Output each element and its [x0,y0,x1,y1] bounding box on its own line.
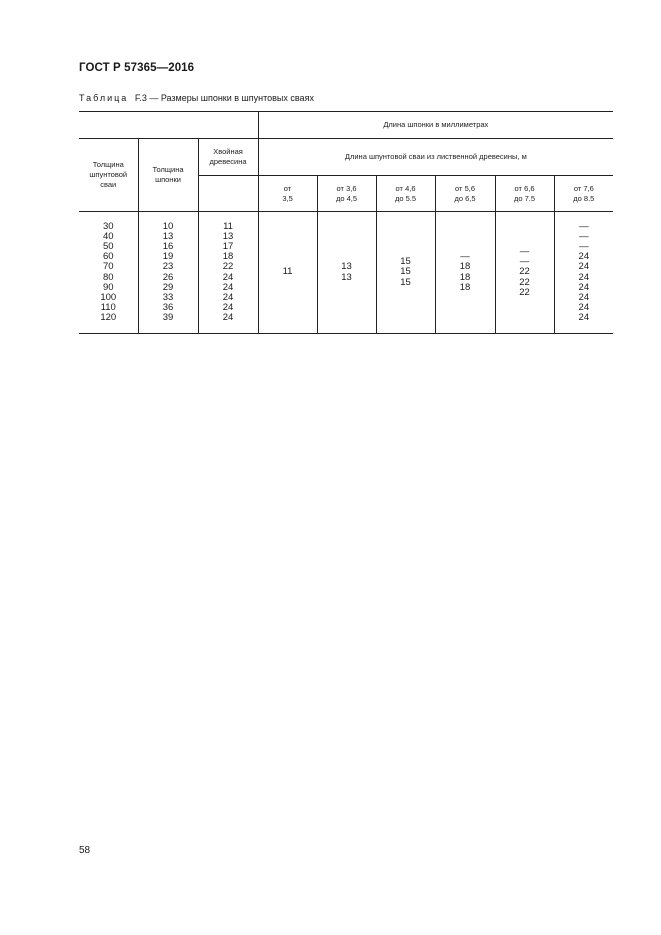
page-number: 58 [79,845,91,856]
table-cell: 50 [102,241,114,253]
header-key-thickness-line: Толщина [152,165,184,174]
header-range-line: от 6,6 [514,183,535,193]
header-coniferous [198,139,258,176]
header-coniferous-line: Хвойная [213,147,243,156]
table-cell: — [579,231,589,243]
column-range-4-6-5-5 [376,212,435,334]
column-range-5-6-6-5 [435,212,495,334]
header-blank-cell [79,112,258,139]
table-cell: — [519,246,530,258]
table-cell: 18 [459,271,471,283]
table-cell: 24 [578,261,590,273]
table-cell: 23 [162,261,174,273]
column-range-3-6-4-5 [317,212,376,334]
table-caption [79,93,314,103]
table-cell: 18 [459,281,471,293]
table-cell: 60 [102,251,114,263]
table-cell: 17 [222,241,234,253]
header-key-thickness [138,139,198,212]
table-cell: 11 [223,221,233,233]
header-key-thickness-line: шпонки [155,175,181,184]
header-range-line: до 8.5 [573,193,595,203]
table-cell: 33 [162,291,174,303]
table-cell: 24 [578,251,590,263]
table-cell: 24 [578,311,590,323]
table-cell: 24 [578,301,590,313]
table-cell: 22 [222,261,234,273]
table-cell: 30 [102,221,114,233]
header-range-line: до 7.5 [514,193,536,203]
table-cell: 90 [102,281,114,293]
header-pile-thickness-line: сваи [100,180,117,189]
header-deciduous-length: Длина шпунтовой сваи из лиственной древесины, м [258,139,613,176]
table-cell: 15 [400,256,411,268]
key-dimensions-table-container [79,111,613,340]
table-cell: 15 [400,276,411,288]
header-range-line: до 5.5 [395,193,417,203]
table-cell: 13 [162,231,174,243]
table-cell: 11 [282,266,293,278]
table-cell: 24 [222,311,234,323]
table-cell: 36 [162,301,174,313]
header-range-line: 3,5 [282,193,293,203]
column-coniferous [198,212,258,334]
table-cell: 13 [341,271,352,283]
document-header: ГОСТ Р 57365—2016 [79,62,195,74]
key-dimensions-table [79,111,613,334]
header-pile-thickness-line: шпунтовой [89,170,128,179]
table-cell: 24 [222,271,234,283]
table-cell: 15 [400,266,411,278]
table-cell: 16 [162,241,174,253]
table-cell: — [579,221,589,233]
table-cell: 10 [162,221,174,233]
header-range-line: от 4,6 [395,183,416,193]
table-cell: 22 [519,286,530,298]
table-cell: 13 [341,261,352,273]
table-caption-text: F.3 — Размеры шпонки в шпунтовых сваях [134,93,314,103]
table-cell: 100 [100,291,117,303]
column-pile-thickness [79,212,138,334]
header-range-line: от 7,6 [573,183,594,193]
header-range [435,176,495,212]
table-cell: 70 [102,261,114,273]
table-cell: 13 [222,231,234,243]
table-cell: — [460,251,470,263]
header-range [554,176,613,212]
header-coniferous-blank [198,176,258,212]
column-range-7-6-8-5 [554,212,613,334]
table-cell: 24 [578,281,590,293]
header-range-line: от [283,183,292,193]
table-cell: 110 [100,301,116,313]
table-cell: 120 [100,311,117,323]
table-cell: 24 [222,291,234,303]
header-range-line: до 6,5 [454,193,476,203]
table-cell: — [579,241,589,253]
table-cell: — [519,256,530,268]
header-key-length: Длина шпонки в миллиметрах [258,112,613,139]
table-caption-prefix: Таблица [79,93,129,103]
header-coniferous-line: древесина [209,157,247,166]
column-range-3-5 [258,212,317,334]
table-cell: 39 [162,311,174,323]
header-pile-thickness [79,139,138,212]
header-range [495,176,554,212]
header-range [376,176,435,212]
table-cell: 40 [102,231,114,243]
column-range-6-6-7-5 [495,212,554,334]
header-range [258,176,317,212]
table-cell: 19 [162,251,174,263]
table-cell: 18 [222,251,234,263]
header-range [317,176,376,212]
table-cell: 22 [519,276,530,288]
table-cell: 24 [222,281,234,293]
table-cell: 24 [578,291,590,303]
table-cell: 24 [578,271,590,283]
table-cell: 18 [459,261,471,273]
table-cell: 24 [222,301,234,313]
header-pile-thickness-line: Толщина [92,160,124,169]
table-cell: 29 [162,281,174,293]
header-range-line: до 4,5 [336,193,358,203]
table-cell: 26 [162,271,174,283]
header-range-line: от 5,6 [455,183,475,193]
table-cell: 80 [102,271,114,283]
table-cell: 22 [519,266,530,278]
column-key-thickness [138,212,198,334]
header-range-line: от 3,6 [336,183,357,193]
